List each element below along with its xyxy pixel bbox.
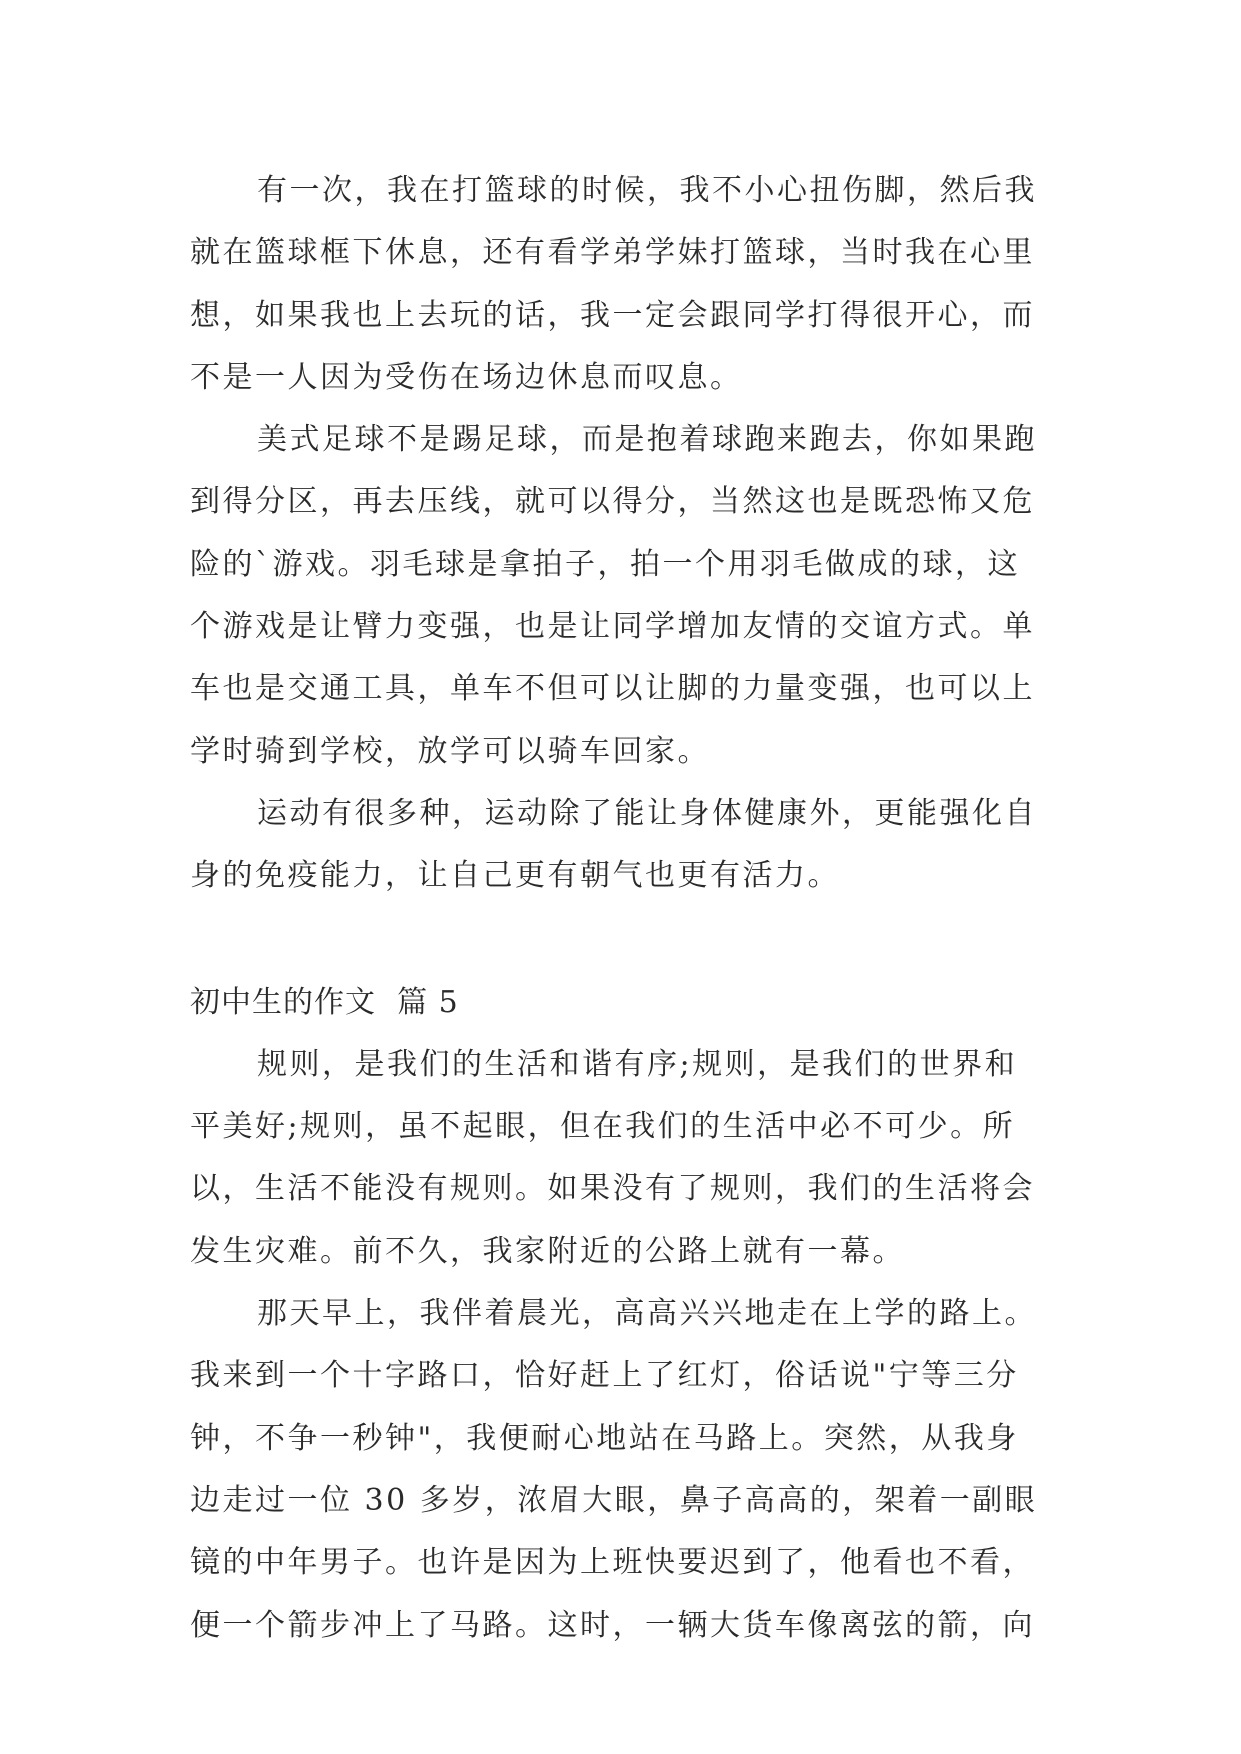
- paragraph: [190, 1034, 1050, 1283]
- text-line: 平美好;规则，虽不起眼，但在我们的生活中必不可少。所: [190, 1109, 1016, 1145]
- text-line: 身的免疫能力，让自己更有朝气也更有活力。: [190, 858, 840, 894]
- text-line: 镜的中年男子。也许是因为上班快要迟到了，他看也不看，: [190, 1545, 1035, 1581]
- paragraph: [190, 160, 1050, 409]
- text-line: 个游戏是让臂力变强，也是让同学增加友情的交谊方式。单: [190, 609, 1035, 645]
- text-line: 发生灾难。前不久，我家附近的公路上就有一幕。: [190, 1233, 905, 1269]
- paragraph: [190, 409, 1050, 783]
- text-line: 便一个箭步冲上了马路。这时，一辆大货车像离弦的箭，向: [190, 1607, 1035, 1643]
- text-line: 有一次，我在打篮球的时候，我不小心扭伤脚，然后我: [257, 173, 1037, 208]
- text-line: 边走过一位 30 多岁，浓眉大眼，鼻子高高的，架着一副眼: [190, 1482, 1038, 1518]
- text-line: 到得分区，再去压线，就可以得分，当然这也是既恐怖又危: [190, 484, 1035, 520]
- text-line: 想，如果我也上去玩的话，我一定会跟同学打得很开心，而: [190, 297, 1035, 333]
- text-line: 以，生活不能没有规则。如果没有了规则，我们的生活将会: [190, 1171, 1035, 1207]
- text-line: 不是一人因为受伤在场边休息而叹息。: [190, 359, 743, 395]
- text-line: 运动有很多种，运动除了能让身体健康外，更能强化自: [257, 795, 1037, 831]
- paragraph: [190, 783, 1050, 908]
- text-line: 险的`游戏。羽毛球是拿拍子，拍一个用羽毛做成的球，这: [190, 546, 1020, 582]
- text-line: 我来到一个十字路口，恰好赶上了红灯，俗话说"宁等三分: [190, 1358, 1019, 1394]
- text-column: [190, 160, 1050, 1657]
- text-line: 就在篮球框下休息，还有看学弟学妹打篮球，当时我在心里: [190, 235, 1035, 271]
- text-line: 学时骑到学校，放学可以骑车回家。: [190, 733, 710, 769]
- text-line: 钟，不争一秒钟"，我便耐心地站在马路上。突然，从我身: [190, 1420, 1019, 1456]
- text-line: 规则，是我们的生活和谐有序;规则，是我们的世界和: [257, 1046, 1018, 1082]
- text-line: 那天早上，我伴着晨光，高高兴兴地走在上学的路上。: [257, 1296, 1037, 1332]
- text-line: 美式足球不是踢足球，而是抱着球跑来跑去，你如果跑: [257, 422, 1037, 458]
- text-line: 车也是交通工具，单车不但可以让脚的力量变强，也可以上: [190, 671, 1035, 707]
- paragraph: [190, 1283, 1050, 1657]
- section-title: 初中生的作文 篇 5: [190, 984, 459, 1020]
- section-spacer: [190, 908, 1050, 972]
